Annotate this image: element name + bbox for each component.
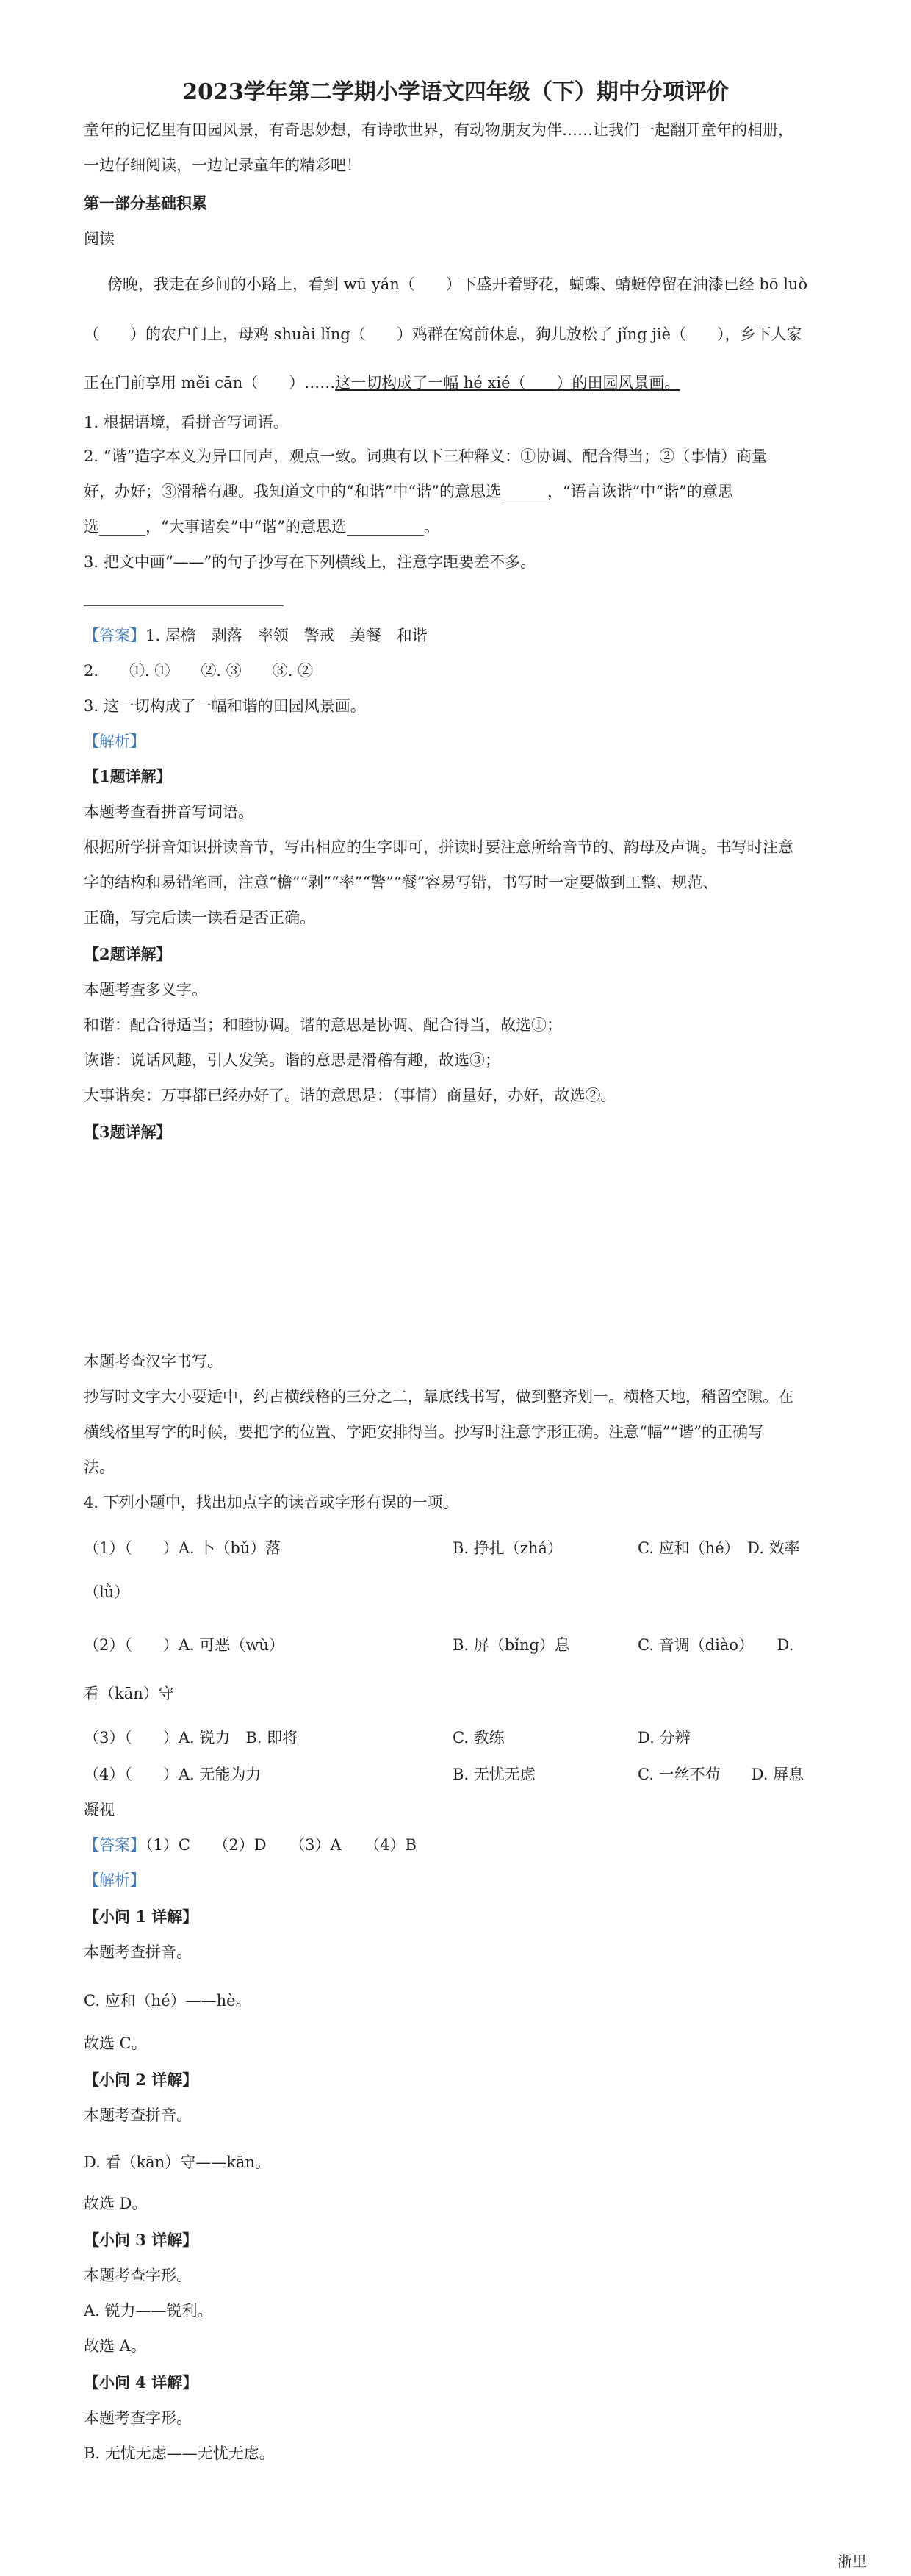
detail-line: 根据所学拼音知识拼读音节，写出相应的生字即可，拼读时要注意所给音节的、韵母及声调。书写时注意 — [84, 838, 793, 856]
option-b: B. 挣扎（zhá） — [453, 1539, 563, 1557]
detail-line: 故选 D。 — [84, 2195, 148, 2212]
question-2-line: 好，办好；③滑稽有趣。我知道文中的“和谐”中“谐”的意思选______，“语言诙谐”中“谐”的意思 — [84, 483, 733, 500]
detail-line: 诙谐：说话风趣，引人发笑。谐的意思是滑稽有趣，故选③； — [84, 1051, 500, 1069]
option-a: （2）（ ）A. 可恶（wù） — [84, 1636, 284, 1654]
detail-heading: 【3题详解】 — [84, 1123, 172, 1141]
option-cd: D. 分辨 — [638, 1729, 691, 1746]
detail-line: D. 看（kān）守——kān。 — [84, 2154, 270, 2171]
option-wrap: 凝视 — [84, 1801, 115, 1818]
option-a: （3）（ ）A. 锐力 B. 即将 — [84, 1729, 298, 1746]
answer-label: 【答案】 — [84, 627, 145, 644]
option-wrap: （lǜ） — [84, 1583, 130, 1601]
answer-text: （1）C （2）D （3）A （4）B — [145, 1836, 417, 1854]
corner-mark: 浙里 — [838, 2552, 867, 2570]
detail-heading: 【小问 3 详解】 — [84, 2231, 198, 2249]
detail-heading: 【小问 1 详解】 — [84, 1907, 198, 1926]
option-cd: C. 音调（diào） D. — [638, 1636, 794, 1654]
answer-line: 2. ①. ① ②. ③ ③. ② — [84, 662, 314, 680]
detail-heading: 【小问 2 详解】 — [84, 2070, 198, 2089]
answer-line — [84, 1834, 417, 1856]
detail-line: 本题考查多义字。 — [84, 981, 207, 999]
passage-line: （ ）的农户门上，母鸡 shuài lǐng（ ）鸡群在窝前休息，狗儿放松了 jǐng jiè（ ），乡下人家 — [84, 325, 802, 343]
option-wrap: 看（kān）守 — [84, 1685, 174, 1702]
detail-line: B. 无忧无虑——无忧无虑。 — [84, 2444, 275, 2462]
detail-line: 本题考查字形。 — [84, 2409, 192, 2427]
question-3: 3. 把文中画“——”的句子抄写在下列横线上，注意字距要差不多。 — [84, 553, 536, 571]
option-b: C. 教练 — [453, 1729, 505, 1746]
detail-line: 正确，写完后读一读看是否正确。 — [84, 909, 315, 927]
answer-text: 1. 屋檐 剥落 率领 警戒 美餐 和谐 — [145, 627, 428, 644]
answer-label: 【答案】 — [84, 1836, 145, 1854]
underlined-sentence: 这一切构成了一幅 hé xié（ ）的田园风景画。 — [335, 374, 680, 392]
detail-line: 故选 A。 — [84, 2337, 146, 2355]
detail-line: 本题考查看拼音写词语。 — [84, 803, 253, 821]
detail-line: 大事谐矣：万事都已经办好了。谐的意思是：（事情）商量好，办好，故选②。 — [84, 1087, 616, 1104]
writing-line — [84, 605, 284, 606]
detail-heading: 【2题详解】 — [84, 945, 172, 963]
detail-line: 横线格里写字的时候，要把字的位置、字距安排得当。抄写时注意字形正确。注意“幅”“谐”的正确写 — [84, 1423, 763, 1441]
passage-line — [84, 372, 680, 394]
detail-line: 本题考查拼音。 — [84, 1943, 192, 1961]
passage-text: 正在门前享用 měi cān（ ）…… — [84, 374, 336, 392]
option-a: （1）（ ）A. 卜（bǔ）落 — [84, 1539, 281, 1557]
detail-line: 本题考查字形。 — [84, 2267, 192, 2284]
detail-line: 故选 C。 — [84, 2034, 147, 2052]
detail-heading: 【1题详解】 — [84, 767, 172, 785]
option-b: B. 无忧无虑 — [453, 1766, 536, 1783]
intro-line: 一边仔细阅读，一边记录童年的精彩吧！ — [84, 156, 361, 174]
answer-line: 3. 这一切构成了一幅和谐的田园风景画。 — [84, 697, 366, 715]
option-cd: C. 一丝不苟 D. 屏息 — [638, 1766, 804, 1783]
answer-line — [84, 625, 428, 647]
question-2-line: 2. “谐”造字本义为异口同声，观点一致。词典有以下三种释义：①协调、配合得当；②（事情）商量 — [84, 447, 768, 465]
option-cd: C. 应和（hé） D. 效率 — [638, 1539, 800, 1557]
question-2-line: 选______，“大事谐矣”中“谐”的意思选__________。 — [84, 518, 439, 536]
question-1: 1. 根据语境，看拼音写词语。 — [84, 414, 289, 431]
detail-line: 抄写时文字大小要适中，约占横线格的三分之二，靠底线书写，做到整齐划一。横格天地，稍留空隙。在 — [84, 1388, 793, 1406]
detail-line: 和谐：配合得适当；和睦协调。谐的意思是协调、配合得当，故选①； — [84, 1016, 562, 1034]
detail-line: 字的结构和易错笔画，注意“檐”“剥”“率”“警”“餐”容易写错，书写时一定要做到工整、规范、 — [84, 874, 719, 891]
intro-line: 童年的记忆里有田园风景，有奇思妙想，有诗歌世界，有动物朋友为伴……让我们一起翻开童年的相册， — [84, 121, 793, 139]
detail-line: 本题考查拼音。 — [84, 2107, 192, 2124]
page-title: 2023学年第二学期小学语文四年级（下）期中分项评价 — [182, 79, 729, 105]
analysis-label: 【解析】 — [84, 1871, 145, 1889]
analysis-label: 【解析】 — [84, 733, 145, 750]
part-heading: 第一部分基础积累 — [84, 194, 207, 212]
detail-line: 本题考查汉字书写。 — [84, 1353, 223, 1370]
option-b: B. 屏（bǐng）息 — [453, 1636, 570, 1654]
detail-line: 法。 — [84, 1458, 115, 1476]
detail-heading: 【小问 4 详解】 — [84, 2373, 198, 2392]
detail-line: C. 应和（hé）——hè。 — [84, 1992, 251, 2010]
section-label: 阅读 — [84, 230, 115, 248]
option-a: （4）（ ）A. 无能为力 — [84, 1766, 262, 1783]
detail-line: A. 锐力——锐利。 — [84, 2302, 213, 2320]
question-4: 4. 下列小题中，找出加点字的读音或字形有误的一项。 — [84, 1494, 458, 1511]
passage-line: 傍晚，我走在乡间的小路上，看到 wū yán（ ）下盛开着野花，蝴蝶、蜻蜓停留在油漆已经 bō luò — [107, 276, 808, 293]
